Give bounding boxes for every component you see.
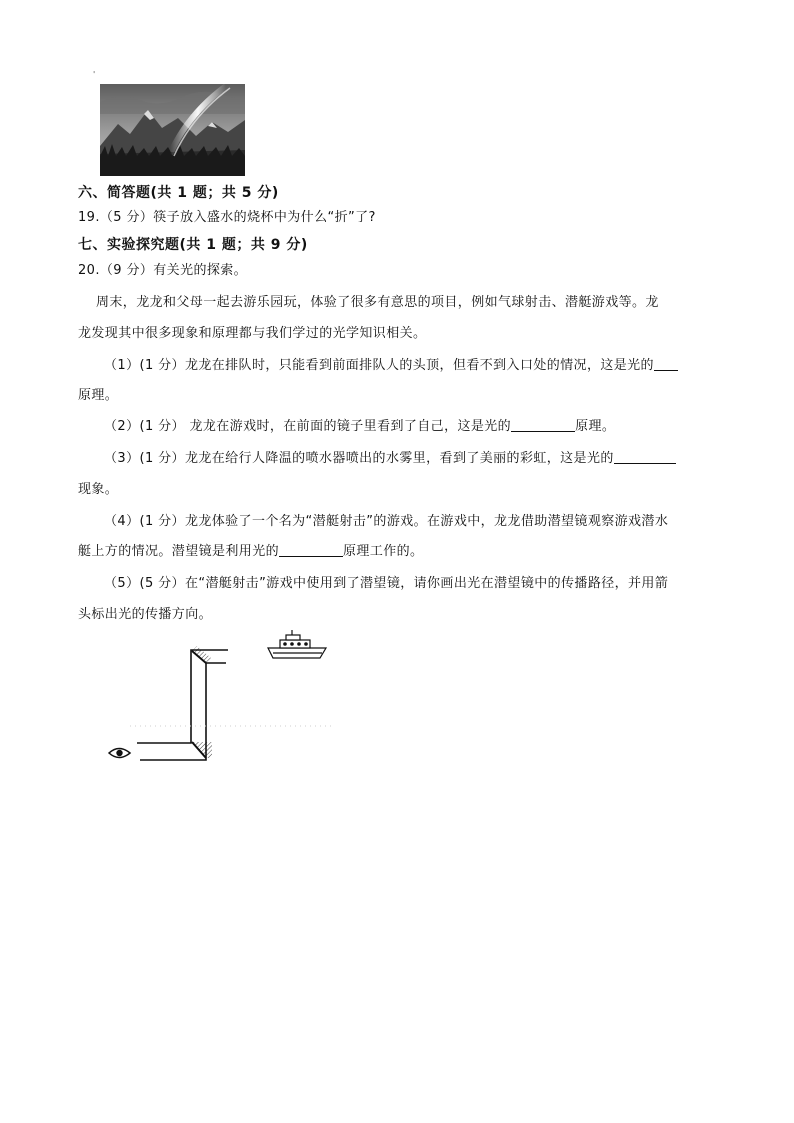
part-5-line-1: （5）(5 分）在“潜艇射击”游戏中使用到了潜望镜，请你画出光在潜望镜中的传播路径，并用箭 bbox=[104, 576, 669, 591]
part-4-blank[interactable] bbox=[279, 543, 343, 557]
eye-icon bbox=[109, 749, 130, 758]
part-1-text: （1）(1 分）龙龙在排队时，只能看到前面排队人的头顶，但看不到入口处的情况，这是光的 bbox=[104, 358, 654, 373]
part-3-line-1 bbox=[104, 447, 676, 466]
boat-icon bbox=[268, 630, 326, 658]
periscope-diagram[interactable] bbox=[100, 628, 340, 768]
part-1-line-1 bbox=[104, 354, 678, 373]
part-2-blank[interactable] bbox=[511, 418, 575, 432]
part-2-text: （2）(1 分） 龙龙在游戏时，在前面的镜子里看到了自己，这是光的 bbox=[104, 419, 512, 434]
periscope-tube bbox=[137, 650, 228, 760]
part-3-line-2: 现象。 bbox=[78, 482, 119, 497]
intro-line-2: 龙发现其中很多现象和原理都与我们学过的光学知识相关。 bbox=[78, 326, 427, 341]
image-tick-mark: ' bbox=[93, 70, 96, 79]
part-3-blank[interactable] bbox=[614, 450, 676, 464]
question-19: 19.（5 分）筷子放入盛水的烧杯中为什么“折”了? bbox=[78, 210, 376, 225]
rainbow-landscape-image bbox=[100, 84, 245, 176]
part-4-suffix: 原理工作的。 bbox=[343, 544, 424, 559]
top-mirror bbox=[192, 646, 211, 663]
part-2-suffix: 原理。 bbox=[575, 419, 616, 434]
part-3-text: （3）(1 分）龙龙在给行人降温的喷水器喷出的水雾里，看到了美丽的彩虹，这是光的 bbox=[104, 451, 614, 466]
bottom-mirror bbox=[192, 742, 212, 758]
part-1-line-2: 原理。 bbox=[78, 388, 119, 403]
part-1-blank[interactable] bbox=[654, 357, 678, 371]
section-6-title: 六、简答题(共 1 题；共 5 分) bbox=[78, 185, 279, 201]
part-4-line-2 bbox=[78, 540, 423, 559]
part-2-line bbox=[104, 415, 615, 434]
part-5-line-2: 头标出光的传播方向。 bbox=[78, 607, 213, 622]
part-4-line-1: （4）(1 分）龙龙体验了一个名为“潜艇射击”的游戏。在游戏中，龙龙借助潜望镜观察游戏潜水 bbox=[104, 514, 669, 529]
part-4-text: 艇上方的情况。潜望镜是利用光的 bbox=[78, 544, 280, 559]
intro-line-1: 周末，龙龙和父母一起去游乐园玩，体验了很多有意思的项目，例如气球射击、潜艇游戏等。龙 bbox=[96, 295, 659, 310]
section-7-title: 七、实验探究题(共 1 题；共 9 分) bbox=[78, 237, 308, 253]
question-20: 20.（9 分）有关光的探索。 bbox=[78, 263, 248, 278]
